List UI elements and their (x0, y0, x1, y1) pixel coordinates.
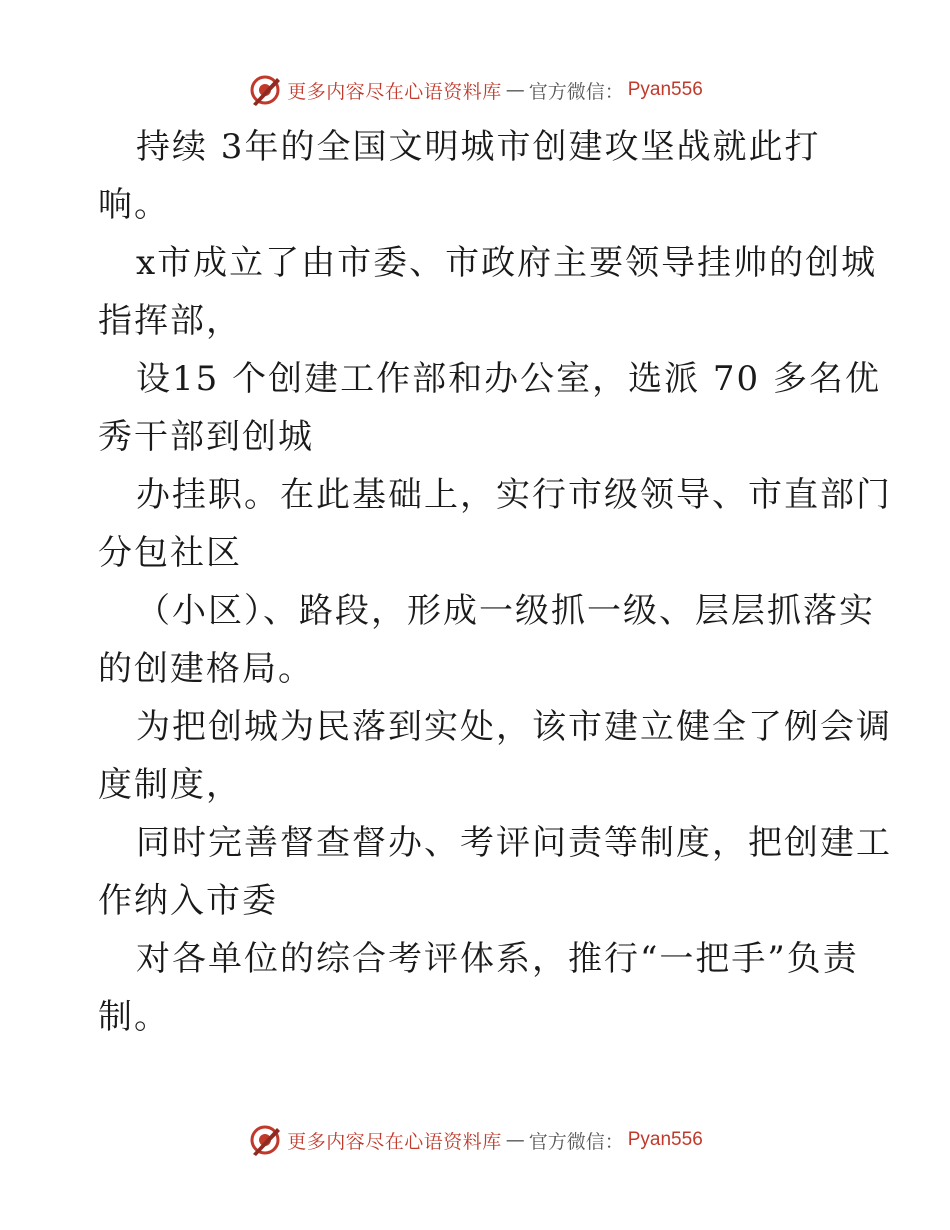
pen-logo-icon (247, 1122, 283, 1158)
document-body (98, 118, 892, 1046)
text-line: 作纳入市委 (98, 881, 278, 921)
text-line: x市成立了由市委、市政府主要领导挂帅的创城 (136, 243, 878, 283)
header-watermark (0, 70, 950, 110)
text-line: 度制度， (98, 765, 242, 805)
text-line: 指挥部， (98, 301, 242, 341)
watermark-text: 更多内容尽在心语资料库 (287, 1130, 502, 1153)
text-line: 办挂职。在此基础上，实行市级领导、市直部门 (136, 475, 892, 515)
watermark-contact-id: Pyan556 (627, 79, 703, 100)
text-line: 分包社区 (98, 533, 242, 573)
watermark-text: 更多内容尽在心语资料库 (287, 80, 502, 103)
text-line: 为把创城为民落到实处，该市建立健全了例会调 (136, 707, 892, 747)
text-line: 持续 3年的全国文明城市创建攻坚战就此打 (136, 127, 821, 167)
text-line: 的创建格局。 (98, 649, 314, 689)
text-line: 对各单位的综合考评体系，推行“一把手”负责 (136, 939, 859, 979)
watermark-contact-label: 官方微信： (528, 80, 624, 103)
footer-watermark (0, 1120, 950, 1160)
text-line: 秀干部到创城 (98, 417, 314, 457)
watermark-contact-id: Pyan556 (627, 1129, 703, 1150)
watermark-separator: — (505, 1129, 525, 1151)
text-line: 制。 (98, 997, 170, 1037)
watermark-contact-label: 官方微信： (528, 1130, 624, 1153)
text-line: 设15 个创建工作部和办公室，选派 70 多名优 (136, 359, 881, 399)
text-line: 同时完善督查督办、考评问责等制度，把创建工 (136, 823, 892, 863)
pen-logo-icon (247, 72, 283, 108)
watermark-separator: — (505, 79, 525, 101)
text-line: （小区）、路段，形成一级抓一级、层层抓落实 (136, 591, 875, 631)
text-line: 响。 (98, 185, 170, 225)
